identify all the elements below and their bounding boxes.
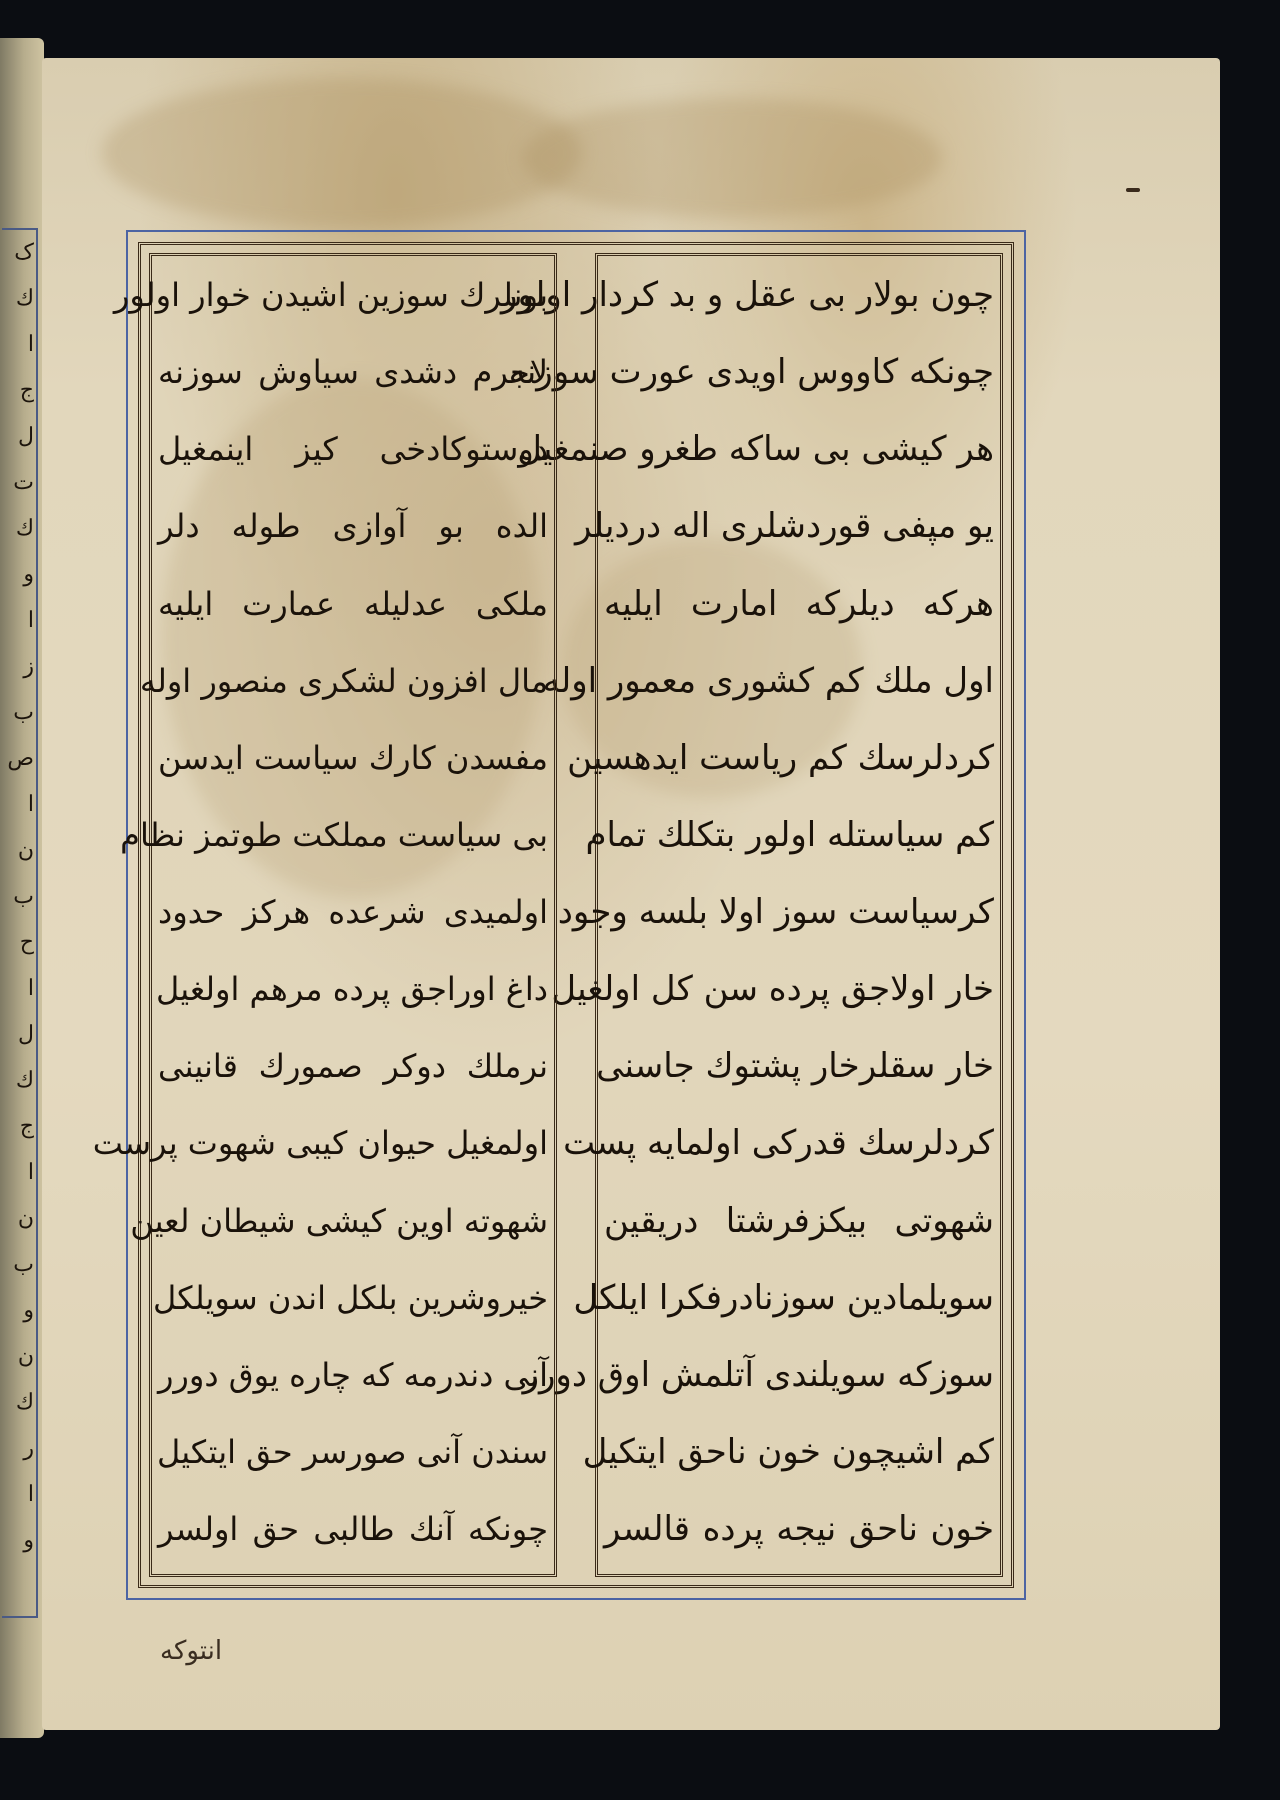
right-text-column <box>501 253 1003 1577</box>
verse-line: لاجرم دشدی سیاوش سوزنه <box>158 353 548 392</box>
verse-line: بونلرك سوزین اشیدن خوار اولور <box>113 276 548 314</box>
verse-line: مال افزون لشکری منصور اوله <box>139 661 548 700</box>
verse-line: شهوته اوین کیشی شیطان لعین <box>130 1201 548 1240</box>
verse-line: خیروشرین بلکل اندن سویلکل <box>152 1278 548 1317</box>
verse-line: کردلرسك کم ریاست ایدهسین <box>567 737 994 778</box>
verse-line: داغ اوراجق پرده مرهم اولغیل <box>155 970 548 1009</box>
verse-line: اول ملك کم کشوری معمور اوله <box>542 660 994 701</box>
verse-line: مفسدن کارك سیاست ایدسن <box>158 738 548 777</box>
verse-line: سندن آنی صورسر حق ایتکیل <box>156 1432 548 1471</box>
water-stain <box>522 98 942 218</box>
verse-line: سویلمادین سوزنادرفکرا ایلکل <box>573 1277 994 1318</box>
verse-line: کردلرسك قدرکی اولمایه پست <box>563 1123 994 1164</box>
water-stain <box>102 78 582 228</box>
manuscript-page <box>42 58 1220 1730</box>
text-block <box>92 242 1014 1588</box>
text-frame <box>92 230 1026 1600</box>
verse-line: چونکه آنك طالبی حق اولسر <box>158 1510 548 1548</box>
verse-line: بی سیاست مملکت طوتمز نظام <box>120 815 548 854</box>
verse-line: کم اشیچون خون ناحق ایتکیل <box>582 1431 994 1472</box>
verse-line: هر کیشی بی ساکه طغرو صنمغیل <box>517 429 994 470</box>
catchword: انتوکه <box>160 1636 223 1666</box>
verse-line: دوستوکادخی کیز اینمغیل <box>158 430 548 469</box>
previous-page-edge <box>0 38 44 1738</box>
verse-line: شهوتی بیکزفرشتا دریقین <box>604 1200 994 1241</box>
verse-line: الده بو آوازی طوله دلر <box>158 507 548 546</box>
verse-line: کرسیاست سوز اولا بلسه وجود <box>557 892 994 932</box>
verse-line: چون بولار بی عقل و بد کردار اولور <box>501 275 994 315</box>
verse-line: هرکه دیلرکه امارت ایلیه <box>604 583 994 624</box>
verse-line: خار اولاجق پرده سن کل اولغیل <box>551 969 994 1010</box>
verse-line: خار سقلرخار پشتوك جاسنی <box>596 1046 994 1087</box>
previous-page-text-fragment: ک ك ا ج ل ت ك و ا ز ب ص ا ن ب ح ا ل ك ج ا ن ب و ن ك ر ا و <box>2 228 38 1618</box>
verse-line: اولمیدی شرعده هرکز حدود <box>158 893 548 931</box>
verse-line: خون ناحق نیجه پرده قالسر <box>604 1509 994 1549</box>
verse-line: آنی دندرمه که چاره یوق دورر <box>157 1355 548 1394</box>
verse-line: سوزکه سویلندی آتلمش اوق دورر <box>522 1354 994 1395</box>
verse-line: چونکه کاووس اویدی عورت سوزنه <box>508 352 994 393</box>
verse-line: نرملك دوکر صمورك قانینی <box>158 1047 548 1086</box>
verse-line: یو مپفی قوردشلری اله دردیلر <box>575 506 994 547</box>
ink-mark <box>1126 188 1140 192</box>
verse-line: اولمغیل حیوان کیبی شهوت پرست <box>92 1124 548 1163</box>
verse-line: ملکی عدلیله عمارت ایلیه <box>158 584 548 623</box>
verse-line: کم سیاستله اولور بتکلك تمام <box>585 814 994 855</box>
left-text-column <box>92 253 557 1577</box>
